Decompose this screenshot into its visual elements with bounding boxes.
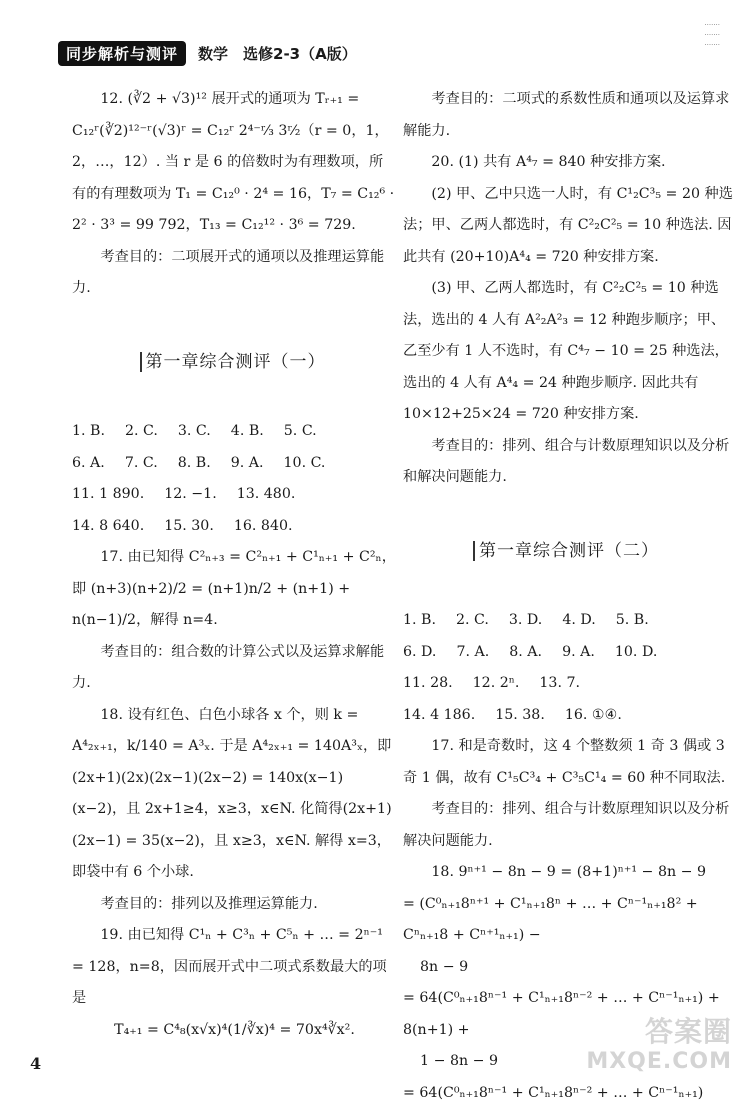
watermark-url: MXQE.COM [586, 1047, 732, 1077]
problem-18-b-line3: 8n − 9 [403, 952, 733, 984]
left-column [72, 84, 397, 1046]
problem-20-part3: (3) 甲、乙两人都选时，有 C²₂C²₅ = 10 种选法，选出的 4 人有 A²₂A²₃ = 12 种跑步顺序；甲、乙至少有 1 人不选时，有 C⁴₇ − 10 = 25 种选法，选出的 4 人有 A⁴₄ = 24 种跑步顺序. 因此共有 10×12+25×24 = 720 种安排方案. [403, 273, 733, 431]
problem-17-b-aim: 考查目的：排列、组合与计数原理知识以及分析解决问题能力. [403, 794, 733, 857]
brand-label: 同步解析与测评 [58, 41, 186, 66]
answer-item: 2. C. [456, 605, 489, 637]
answer-item: 15. 30. [164, 511, 214, 543]
answer-row [72, 416, 397, 448]
problem-20-part1: 20. (1) 共有 A⁴₇ = 840 种安排方案. [403, 147, 733, 179]
answer-item: 12. 2ⁿ. [473, 668, 520, 700]
answer-row [72, 479, 397, 511]
answer-item: 3. C. [178, 416, 211, 448]
answer-row [72, 511, 397, 543]
section-title-1: 第一章综合测评（一） [72, 347, 397, 379]
answer-item: 11. 1 890. [72, 479, 144, 511]
problem-20-part2: (2) 甲、乙中只选一人时，有 C¹₂C³₅ = 20 种选法；甲、乙两人都选时，有 C²₂C²₅ = 10 种选法. 因此共有 (20+10)A⁴₄ = 720 种安排方案. [403, 179, 733, 274]
answer-item: 10. D. [615, 637, 657, 669]
answer-row [403, 605, 733, 637]
answer-item: 9. A. [231, 448, 264, 480]
problem-19: 19. 由已知得 C¹ₙ + C³ₙ + C⁵ₙ + … = 2ⁿ⁻¹ = 128，n=8，因而展开式中二项式系数最大的项是 [72, 920, 397, 1015]
answer-item: 16. ①④. [565, 700, 622, 732]
answer-item: 13. 7. [539, 668, 580, 700]
answer-item: 12. −1. [164, 479, 217, 511]
problem-18-b-line4: = 64(C⁰ₙ₊₁8ⁿ⁻¹ + C¹ₙ₊₁8ⁿ⁻² + … + Cⁿ⁻¹ₙ₊₁) + 8(n+1) + [403, 983, 733, 1046]
answer-item: 15. 38. [495, 700, 545, 732]
answer-item: 1. B. [403, 605, 436, 637]
answer-item: 11. 28. [403, 668, 453, 700]
problem-17-b: 17. 和是奇数时，这 4 个整数须 1 奇 3 偶或 3 奇 1 偶，故有 C¹₅C³₄ + C³₅C¹₄ = 60 种不同取法. [403, 731, 733, 794]
answer-row [72, 448, 397, 480]
answer-block-1 [72, 416, 397, 542]
answer-row [403, 668, 733, 700]
problem-aim-top: 考查目的：二项式的系数性质和通项以及运算求解能力. [403, 84, 733, 147]
answer-item: 6. A. [72, 448, 105, 480]
answer-item: 7. C. [125, 448, 158, 480]
problem-18-b-line5: 1 − 8n − 9 [403, 1046, 733, 1078]
answer-item: 2. C. [125, 416, 158, 448]
problem-17: 17. 由已知得 C²ₙ₊₃ = C²ₙ₊₁ + C¹ₙ₊₁ + C²ₙ，即 (n+3)(n+2)/2 = (n+1)n/2 + (n+1) + n(n−1)/2，解得 n=4. [72, 542, 397, 637]
right-column [403, 84, 733, 1109]
page-number: 4 [30, 1054, 41, 1073]
answer-item: 5. B. [616, 605, 649, 637]
problem-19-formula: T₄₊₁ = C⁴₈(x√x)⁴(1/∛x)⁴ = 70x⁴∛x². [72, 1015, 397, 1047]
corner-decoration: ······· ······· ······· [660, 20, 720, 50]
answer-item: 14. 8 640. [72, 511, 144, 543]
answer-row [403, 700, 733, 732]
answer-item: 8. B. [178, 448, 211, 480]
answer-item: 8. A. [509, 637, 542, 669]
answer-item: 16. 840. [234, 511, 293, 543]
problem-18-b-line2: = (C⁰ₙ₊₁8ⁿ⁺¹ + C¹ₙ₊₁8ⁿ + … + Cⁿ⁻¹ₙ₊₁8² + Cⁿₙ₊₁8 + Cⁿ⁺¹ₙ₊₁) − [403, 889, 733, 952]
page-header [58, 42, 357, 64]
watermark-text: 答案圈 [586, 1017, 732, 1047]
answer-item: 10. C. [284, 448, 326, 480]
answer-item: 3. D. [509, 605, 542, 637]
answer-block-2 [403, 605, 733, 731]
problem-12: 12. (∛2 + √3)¹² 展开式的通项为 Tᵣ₊₁ = C₁₂ʳ(∛2)¹²⁻ʳ(√3)ʳ = C₁₂ʳ 2⁴⁻ʳ⁄₃ 3ʳ⁄₂（r = 0，1，2，…，12）. 当 r 是 6 的倍数时为有理数项，所有的有理数项为 T₁ = C₁₂⁰ · 2⁴ = 16，T₇ = C₁₂⁶ · 2² · 3³ = 99 792，T₁₃ = C₁₂¹² · 3⁶ = 729. [72, 84, 397, 242]
answer-item: 5. C. [284, 416, 317, 448]
problem-18-b-line1: 18. 9ⁿ⁺¹ − 8n − 9 = (8+1)ⁿ⁺¹ − 8n − 9 [403, 857, 733, 889]
answer-item: 9. A. [562, 637, 595, 669]
problem-12-aim: 考查目的：二项展开式的通项以及推理运算能力. [72, 242, 397, 305]
problem-17-aim: 考查目的：组合数的计算公式以及运算求解能力. [72, 637, 397, 700]
answer-item: 4. D. [562, 605, 595, 637]
answer-item: 1. B. [72, 416, 105, 448]
answer-item: 13. 480. [237, 479, 296, 511]
problem-18: 18. 设有红色、白色小球各 x 个，则 k = A⁴₂ₓ₊₁，k/140 = A³ₓ. 于是 A⁴₂ₓ₊₁ = 140A³ₓ，即(2x+1)(2x)(2x−1)(2x−2) = 140x(x−1)(x−2)，且 2x+1≥4，x≥3，x∈N. 化简得(2x+1)(2x−1) = 35(x−2)，且 x≥3，x∈N. 解得 x=3，即袋中有 6 个小球. [72, 700, 397, 889]
problem-18-aim: 考查目的：排列以及推理运算能力. [72, 889, 397, 921]
watermark-logo [586, 1017, 732, 1077]
subject-label: 数学 选修2-3（A版） [198, 43, 357, 64]
answer-row [403, 637, 733, 669]
problem-18-b-line6: = 64(C⁰ₙ₊₁8ⁿ⁻¹ + C¹ₙ₊₁8ⁿ⁻² + … + Cⁿ⁻¹ₙ₊₁) [403, 1078, 733, 1109]
problem-20-aim: 考查目的：排列、组合与计数原理知识以及分析和解决问题能力. [403, 431, 733, 494]
answer-item: 6. D. [403, 637, 436, 669]
answer-item: 7. A. [456, 637, 489, 669]
answer-item: 4. B. [231, 416, 264, 448]
section-title-2: 第一章综合测评（二） [403, 536, 733, 568]
answer-item: 14. 4 186. [403, 700, 475, 732]
